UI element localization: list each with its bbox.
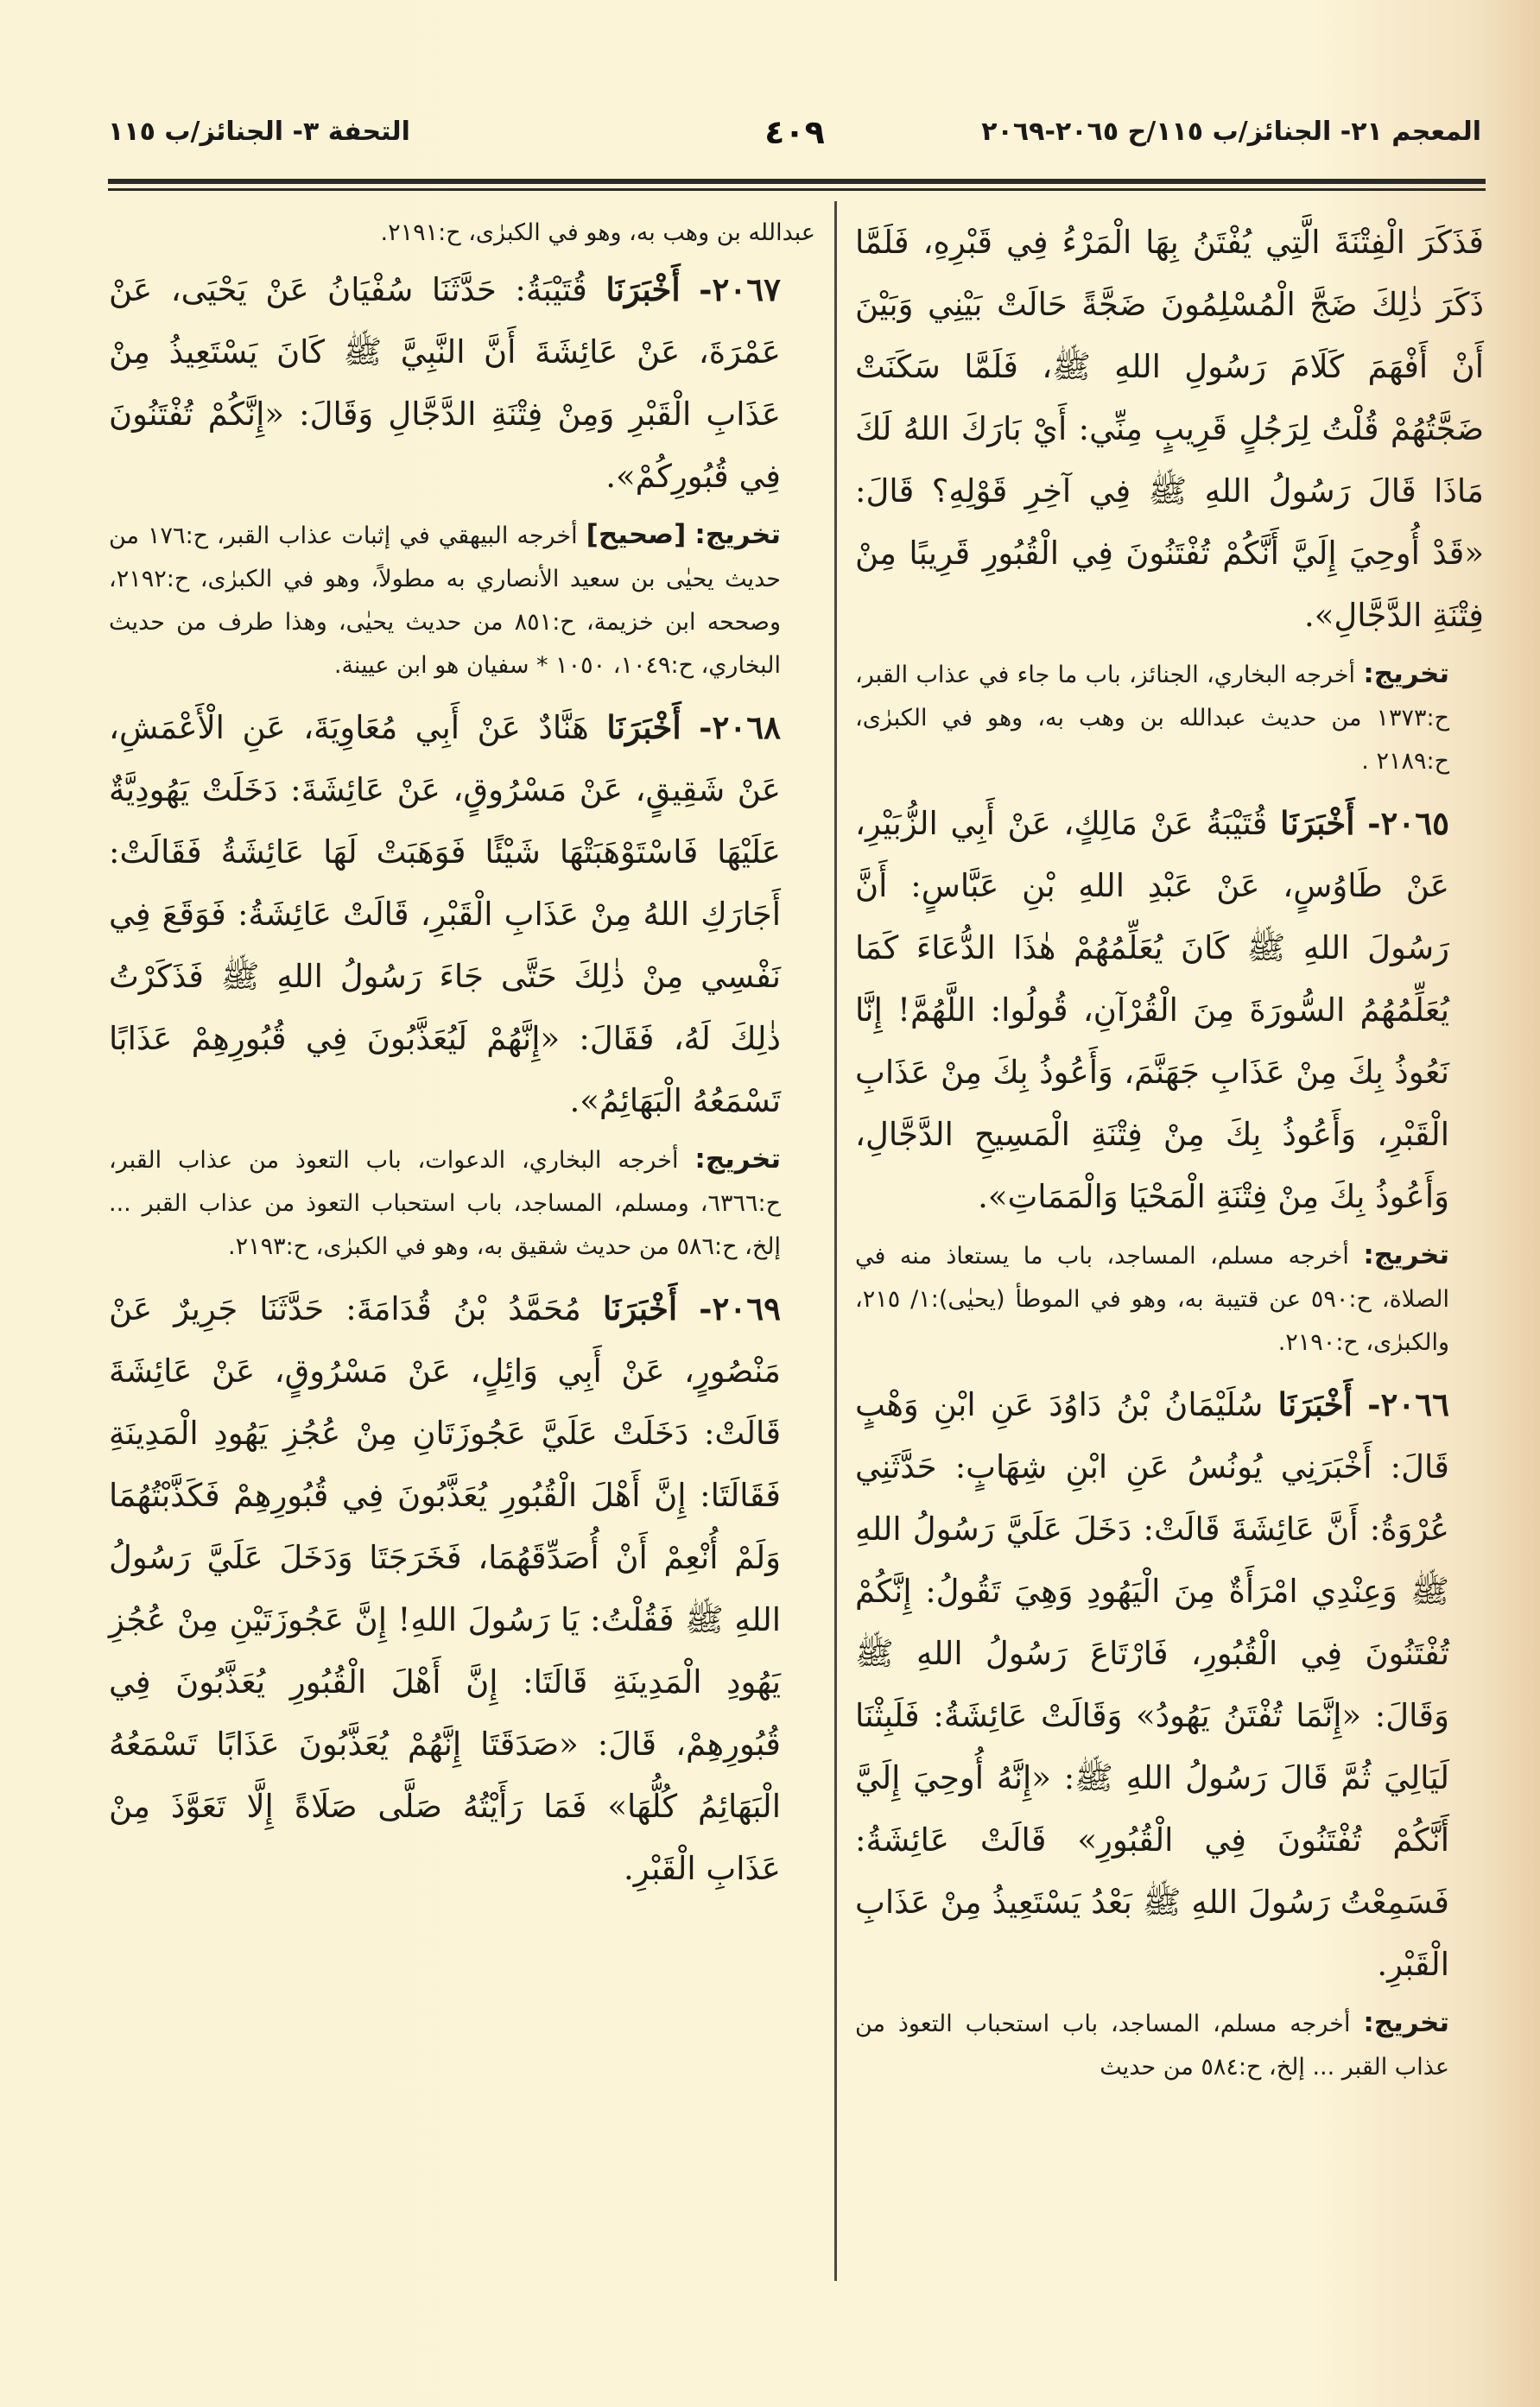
hadith-2065 — [855, 792, 1484, 1228]
takhrij-note — [855, 2001, 1484, 2089]
hadith-2067 — [109, 258, 815, 508]
takhrij-label: تخريج: — [694, 519, 781, 550]
running-title-left: التحفة ٣- الجنائز/ب ١١٥ — [108, 117, 410, 147]
hadith-continuation: فَذَكَرَ الْفِتْنَةَ الَّتِي يُفْتَنُ بِهَا الْمَرْءُ فِي قَبْرِهِ، فَلَمَّا ذَكَرَ ذٰلِكَ ضَجَّ الْمُسْلِمُونَ ضَجَّةً حَالَتْ بَيْنِي وَبَيْنَ أَنْ أَفْهَمَ كَلَامَ رَسُولِ اللهِ ﷺ، فَلَمَّا سَكَنَتْ ضَجَّتُهُمْ قُلْتُ لِرَجُلٍ قَرِيبٍ مِنِّي: أَيْ بَارَكَ اللهُ لَكَ مَاذَا قَالَ رَسُولُ اللهِ ﷺ فِي آخِرِ قَوْلِهِ؟ قَالَ: «قَدْ أُوحِيَ إِلَيَّ أَنَّكُمْ تُفْتَنُونَ فِي الْقُبُورِ قَرِيبًا مِنْ فِتْنَةِ الدَّجَّالِ». — [855, 224, 1484, 634]
hadith-2069 — [109, 1277, 815, 1900]
hadith-opening: أَخْبَرَنَا — [605, 270, 681, 308]
takhrij-label: تخريج: — [1363, 1239, 1449, 1270]
takhrij-note — [109, 1137, 815, 1269]
hadith-opening: أَخْبَرَنَا — [1280, 804, 1355, 842]
takhrij-grade: [صحيح] — [586, 519, 687, 550]
takhrij-text: أخرجه البخاري، الدعوات، باب التعوذ من عذاب القبر، ح:٦٣٦٦، ومسلم، المساجد، باب استحباب التعوذ من عذاب القبر ... إلخ، ح:٥٨٦ من حديث شقيق به، وهو في الكبرٰى، ح:٢١٩٣. — [109, 1147, 781, 1260]
hadith-text: سُلَيْمَانُ بْنُ دَاوُدَ عَنِ ابْنِ وَهْبٍ قَالَ: أَخْبَرَنِي يُونُسُ عَنِ ابْنِ شِهَابٍ: حَدَّثَنِي عُرْوَةُ: أَنَّ عَائِشَةَ قَالَتْ: دَخَلَ عَلَيَّ رَسُولُ اللهِ ﷺ وَعِنْدِي امْرَأَةٌ مِنَ الْيَهُودِ وَهِيَ تَقُولُ: إِنَّكُمْ تُفْتَنُونَ فِي الْقُبُورِ، فَارْتَاعَ رَسُولُ اللهِ ﷺ وَقَالَ: «إِنَّمَا تُفْتَنُ يَهُودُ» وَقَالَتْ عَائِشَةُ: فَلَبِثْنَا لَيَالِيَ ثُمَّ قَالَ رَسُولُ اللهِ ﷺ: «إِنَّهُ أُوحِيَ إِلَيَّ أَنَّكُمْ تُفْتَنُونَ فِي الْقُبُورِ» قَالَتْ عَائِشَةُ: فَسَمِعْتُ رَسُولَ اللهِ ﷺ بَعْدُ يَسْتَعِيذُ مِنْ عَذَابِ الْقَبْرِ. — [855, 1386, 1450, 1983]
takhrij-note — [855, 1233, 1484, 1365]
takhrij-text: أخرجه مسلم، المساجد، باب ما يستعاذ منه في الصلاة، ح:٥٩٠ عن قتيبة به، وهو في الموطأ (يحيٰى):١/ ٢١٥، والكبرٰى، ح:٢١٩٠. — [855, 1243, 1449, 1356]
hadith-text: قُتَيْبَةُ: حَدَّثَنَا سُفْيَانُ عَنْ يَحْيَى، عَنْ عَمْرَةَ، عَنْ عَائِشَةَ أَنَّ النَّبِيَّ ﷺ كَانَ يَسْتَعِيذُ مِنْ عَذَابِ الْقَبْرِ وَمِنْ فِتْنَةِ الدَّجَّالِ وَقَالَ: «إِنَّكُمْ تُفْتَنُونَ فِي قُبُورِكُمْ». — [109, 271, 781, 495]
right-column — [855, 212, 1484, 2098]
takhrij-note — [109, 513, 815, 687]
takhrij-text: أخرجه البخاري، الجنائز، باب ما جاء في عذاب القبر، ح:١٣٧٣ من حديث عبدالله بن وهب به، وهو في الكبرٰى، ح:٢١٨٩ . — [855, 662, 1449, 775]
takhrij-label: تخريج: — [1363, 2007, 1449, 2038]
header-rule-thick — [108, 179, 1486, 184]
running-header — [108, 113, 1481, 168]
header-rule-thin — [108, 188, 1486, 191]
hadith-number: ٢٠٦٨- — [699, 708, 782, 746]
takhrij-note — [855, 652, 1484, 783]
hadith-text: مُحَمَّدُ بْنُ قُدَامَةَ: حَدَّثَنَا جَرِيرٌ عَنْ مَنْصُورٍ، عَنْ أَبِي وَائِلٍ، عَنْ مَسْرُوقٍ، عَنْ عَائِشَةَ قَالَتْ: دَخَلَتْ عَلَيَّ عَجُوزَتَانِ مِنْ عُجُزِ يَهُودِ الْمَدِينَةِ فَقَالَتَا: إِنَّ أَهْلَ الْقُبُورِ يُعَذَّبُونَ فِي قُبُورِهِمْ فَكَذَّبْتُهُمَا وَلَمْ أُنْعِمْ أَنْ أُصَدِّقَهُمَا، فَخَرَجَتَا وَدَخَلَ عَلَيَّ رَسُولُ اللهِ ﷺ فَقُلْتُ: يَا رَسُولَ اللهِ! إِنَّ عَجُوزَتَيْنِ مِنْ عُجُزِ يَهُودِ الْمَدِينَةِ قَالَتَا: إِنَّ أَهْلَ الْقُبُورِ يُعَذَّبُونَ فِي قُبُورِهِمْ، قَالَ: «صَدَقَتَا إِنَّهُمْ يُعَذَّبُونَ عَذَابًا تَسْمَعُهُ الْبَهَائِمُ كُلُّهَا» فَمَا رَأَيْتُهُ صَلَّى صَلَاةً إِلَّا تَعَوَّذَ مِنْ عَذَابِ الْقَبْرِ. — [109, 1290, 781, 1887]
hadith-number: ٢٠٦٥- — [1367, 804, 1450, 842]
column-divider — [834, 201, 837, 2281]
hadith-opening: أَخْبَرَنَا — [606, 708, 681, 746]
takhrij-label: تخريج: — [694, 1143, 781, 1175]
takhrij-continuation: عبدالله بن وهب به، وهو في الكبرٰى، ح:٢١٩١. — [380, 219, 815, 246]
takhrij-label: تخريج: — [1363, 658, 1449, 689]
hadith-2068 — [109, 696, 815, 1132]
takhrij-text: أخرجه مسلم، المساجد، باب استحباب التعوذ من عذاب القبر ... إلخ، ح:٥٨٤ من حديث — [855, 2011, 1449, 2081]
page-number: ٤٠٩ — [764, 113, 825, 151]
left-column — [109, 212, 815, 1900]
hadith-2066 — [855, 1373, 1484, 1996]
hadith-text: هَنَّادٌ عَنْ أَبِي مُعَاوِيَةَ، عَنِ الْأَعْمَشِ، عَنْ شَقِيقٍ، عَنْ مَسْرُوقٍ، عَنْ عَائِشَةَ: دَخَلَتْ يَهُودِيَّةٌ عَلَيْهَا فَاسْتَوْهَبَتْهَا شَيْئًا فَوَهَبَتْ لَهَا عَائِشَةُ فَقَالَتْ: أَجَارَكِ اللهُ مِنْ عَذَابِ الْقَبْرِ، قَالَتْ عَائِشَةُ: فَوَقَعَ فِي نَفْسِي مِنْ ذٰلِكَ حَتَّى جَاءَ رَسُولُ اللهِ ﷺ فَذَكَرْتُ ذٰلِكَ لَهُ، فَقَالَ: «إِنَّهُمْ لَيُعَذَّبُونَ فِي قُبُورِهِمْ عَذَابًا تَسْمَعُهُ الْبَهَائِمُ». — [109, 709, 781, 1119]
hadith-number: ٢٠٦٩- — [699, 1289, 781, 1327]
hadith-text: قُتَيْبَةُ عَنْ مَالِكٍ، عَنْ أَبِي الزُّبَيْرِ، عَنْ طَاوُسٍ، عَنْ عَبْدِ اللهِ بْنِ عَبَّاسٍ: أَنَّ رَسُولَ اللهِ ﷺ كَانَ يُعَلِّمُهُمْ هٰذَا الدُّعَاءَ كَمَا يُعَلِّمُهُمُ السُّورَةَ مِنَ الْقُرْآنِ، قُولُوا: اللَّهُمَّ! إِنَّا نَعُوذُ بِكَ مِنْ عَذَابِ جَهَنَّمَ، وَأَعُوذُ بِكَ مِنْ عَذَابِ الْقَبْرِ، وَأَعُوذُ بِكَ مِنْ فِتْنَةِ الْمَسِيحِ الدَّجَّالِ، وَأَعُوذُ بِكَ مِنْ فِتْنَةِ الْمَحْيَا وَالْمَمَاتِ». — [855, 805, 1449, 1215]
hadith-number: ٢٠٦٦- — [1367, 1385, 1449, 1423]
running-title-right: المعجم ٢١- الجنائز/ب ١١٥/ح ٢٠٦٥-٢٠٦٩ — [981, 117, 1481, 147]
hadith-opening: أَخْبَرَنَا — [1277, 1385, 1353, 1423]
hadith-number: ٢٠٦٧- — [699, 270, 781, 308]
hadith-opening: أَخْبَرَنَا — [602, 1289, 678, 1327]
takhrij-text: أخرجه البيهقي في إثبات عذاب القبر، ح:١٧٦ من حديث يحيٰى بن سعيد الأنصاري به مطولاً، وهو في الكبرٰى، ح:٢١٩٢، وصححه ابن خزيمة، ح:٨٥١ من حديث يحيٰى، وهذا طرف من حديث البخاري، ح:١٠٤٩، ١٠٥٠ * سفيان هو ابن عيينة. — [109, 523, 782, 679]
